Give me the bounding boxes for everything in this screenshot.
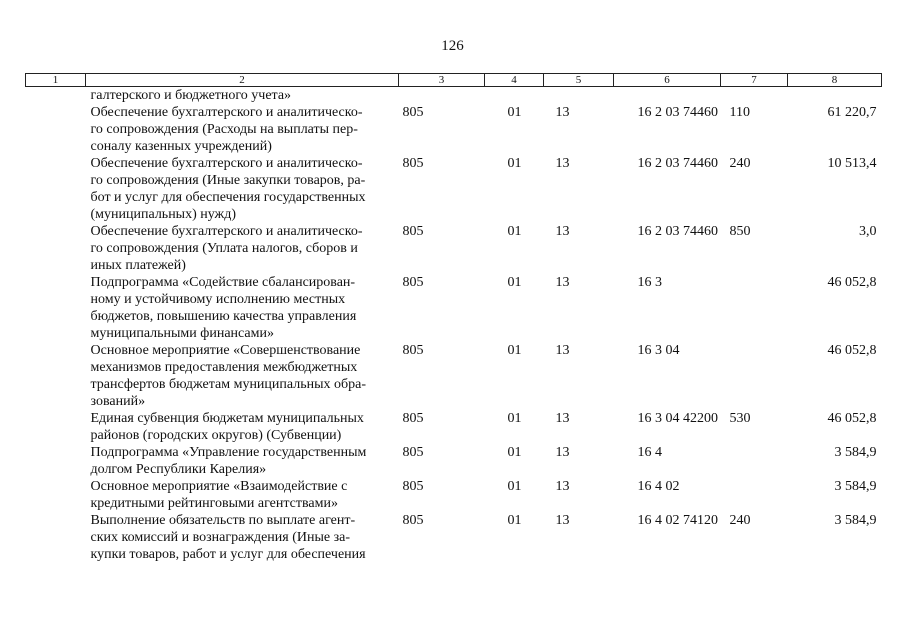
expense-name-line: Основное мероприятие «Взаимодействие с (90, 479, 348, 494)
subsection-code: 13 (555, 513, 570, 528)
expense-name-line: (муниципальных) нужд) (90, 207, 237, 222)
column-number: 2 (86, 74, 399, 87)
column-number: 8 (788, 74, 882, 87)
table-row (26, 410, 882, 444)
subsection-code: 13 (555, 156, 570, 171)
section-code: 01 (507, 343, 522, 358)
subsection-code: 13 (555, 479, 570, 494)
row-number-cell (26, 410, 86, 444)
target-article-code: 16 4 02 74120 (637, 513, 718, 528)
row-number-cell (26, 155, 86, 223)
expense-name (86, 87, 399, 105)
expense-name-line: Обеспечение бухгалтерского и аналитическо- (90, 156, 363, 171)
expense-name-line: ному и устойчивому исполнению местных (90, 292, 346, 307)
amount: 3 584,9 (834, 479, 877, 494)
target-article-code: 16 2 03 74460 (637, 105, 718, 120)
table-row (26, 104, 882, 155)
subsection-code: 13 (555, 224, 570, 239)
column-number: 3 (399, 74, 485, 87)
amount: 3,0 (859, 224, 877, 239)
table-row (26, 274, 882, 342)
subsection-code (544, 87, 614, 105)
expense-name (86, 274, 399, 342)
row-number-cell (26, 223, 86, 274)
expense-type-code: 530 (729, 411, 751, 426)
row-number-cell (26, 87, 86, 105)
expense-type-code (721, 342, 788, 410)
column-number: 1 (26, 74, 86, 87)
expense-name-line: бюджетов, повышению качества управления (90, 309, 357, 324)
expense-name-line: го сопровождения (Расходы на выплаты пер- (90, 122, 358, 137)
grbs-code: 805 (402, 224, 424, 239)
expense-type-code: 240 (729, 513, 751, 528)
expense-name-line: трансфертов бюджетам муниципальных обра- (90, 377, 367, 392)
header-row (26, 74, 882, 87)
section-code: 01 (507, 411, 522, 426)
expense-name-line: го сопровождения (Иные закупки товаров, ра- (90, 173, 366, 188)
expense-name-line: муниципальными финансами» (90, 326, 274, 341)
table-row (26, 223, 882, 274)
expense-name-line: механизмов предоставления межбюджетных (90, 360, 358, 375)
expense-name-line: Подпрограмма «Управление государственным (90, 445, 367, 460)
subsection-code: 13 (555, 411, 570, 426)
target-article-code: 16 3 04 42200 (637, 411, 718, 426)
column-number: 6 (614, 74, 721, 87)
expense-name-line: соналу казенных учреждений) (90, 139, 272, 154)
expense-name-line: Выполнение обязательств по выплате агент- (90, 513, 356, 528)
row-number-cell (26, 478, 86, 512)
expense-name (86, 155, 399, 223)
section-code: 01 (507, 275, 522, 290)
expense-type-code: 240 (729, 156, 751, 171)
expense-name-line: купки товаров, работ и услуг для обеспечения (90, 547, 366, 562)
grbs-code: 805 (402, 411, 424, 426)
expense-name (86, 342, 399, 410)
expense-name (86, 410, 399, 444)
expense-name-line: ских комиссий и вознаграждения (Иные за- (90, 530, 351, 545)
target-article-code: 16 4 02 (637, 479, 680, 494)
subsection-code: 13 (555, 445, 570, 460)
table-row (26, 478, 882, 512)
column-number: 5 (544, 74, 614, 87)
expense-name-line: Основное мероприятие «Совершенствование (90, 343, 361, 358)
amount (788, 87, 882, 105)
expense-type-code (721, 274, 788, 342)
expense-type-code: 110 (729, 105, 750, 120)
section-code: 01 (507, 105, 522, 120)
grbs-code: 805 (402, 156, 424, 171)
expense-name (86, 104, 399, 155)
expense-name (86, 478, 399, 512)
grbs-code: 805 (402, 445, 424, 460)
page-number: 126 (441, 38, 464, 54)
expense-name-line: иных платежей) (90, 258, 186, 273)
expense-type-code (721, 444, 788, 478)
section-code: 01 (507, 156, 522, 171)
subsection-code: 13 (555, 105, 570, 120)
grbs-code (399, 87, 485, 105)
target-article-code: 16 4 (637, 445, 662, 460)
expense-name-line: Единая субвенция бюджетам муниципальных (90, 411, 364, 426)
table-row (26, 444, 882, 478)
column-number: 7 (721, 74, 788, 87)
section-code: 01 (507, 479, 522, 494)
target-article-code (614, 87, 721, 105)
table-row (26, 342, 882, 410)
target-article-code: 16 2 03 74460 (637, 224, 718, 239)
expense-name-line: го сопровождения (Уплата налогов, сборов и (90, 241, 358, 256)
amount: 46 052,8 (827, 343, 877, 358)
expense-name-line: бот и услуг для обеспечения государственных (90, 190, 366, 205)
expense-name-line: Обеспечение бухгалтерского и аналитическо- (90, 105, 363, 120)
table-row (26, 87, 882, 105)
expense-type-code (721, 87, 788, 105)
grbs-code: 805 (402, 105, 424, 120)
expense-name-line: Подпрограмма «Содействие сбалансирован- (90, 275, 356, 290)
column-number: 4 (485, 74, 544, 87)
expense-name-line: кредитными рейтинговыми агентствами» (90, 496, 338, 511)
expense-name (86, 444, 399, 478)
row-number-cell (26, 104, 86, 155)
amount: 3 584,9 (834, 445, 877, 460)
budget-table (25, 73, 882, 563)
grbs-code: 805 (402, 275, 424, 290)
expense-name (86, 223, 399, 274)
section-code: 01 (507, 445, 522, 460)
row-number-cell (26, 342, 86, 410)
table-body (26, 87, 882, 564)
expense-name-line: Обеспечение бухгалтерского и аналитическо- (90, 224, 363, 239)
expense-name-line: галтерского и бюджетного учета» (90, 88, 292, 103)
target-article-code: 16 2 03 74460 (637, 156, 718, 171)
table-header (26, 74, 882, 87)
row-number-cell (26, 512, 86, 563)
amount: 46 052,8 (827, 275, 877, 290)
expense-name-line: районов (городских округов) (Субвенции) (90, 428, 342, 443)
section-code: 01 (507, 513, 522, 528)
amount: 3 584,9 (834, 513, 877, 528)
expense-name (86, 512, 399, 563)
expense-name-line: долгом Республики Карелия» (90, 462, 267, 477)
row-number-cell (26, 274, 86, 342)
amount: 10 513,4 (827, 156, 877, 171)
grbs-code: 805 (402, 343, 424, 358)
section-code: 01 (507, 224, 522, 239)
target-article-code: 16 3 04 (637, 343, 680, 358)
amount: 61 220,7 (827, 105, 877, 120)
subsection-code: 13 (555, 343, 570, 358)
table-row (26, 155, 882, 223)
grbs-code: 805 (402, 513, 424, 528)
target-article-code: 16 3 (637, 275, 662, 290)
expense-type-code (721, 478, 788, 512)
expense-name-line: зований» (90, 394, 146, 409)
row-number-cell (26, 444, 86, 478)
section-code (485, 87, 544, 105)
subsection-code: 13 (555, 275, 570, 290)
expense-type-code: 850 (729, 224, 751, 239)
table-row (26, 512, 882, 563)
grbs-code: 805 (402, 479, 424, 494)
amount: 46 052,8 (827, 411, 877, 426)
